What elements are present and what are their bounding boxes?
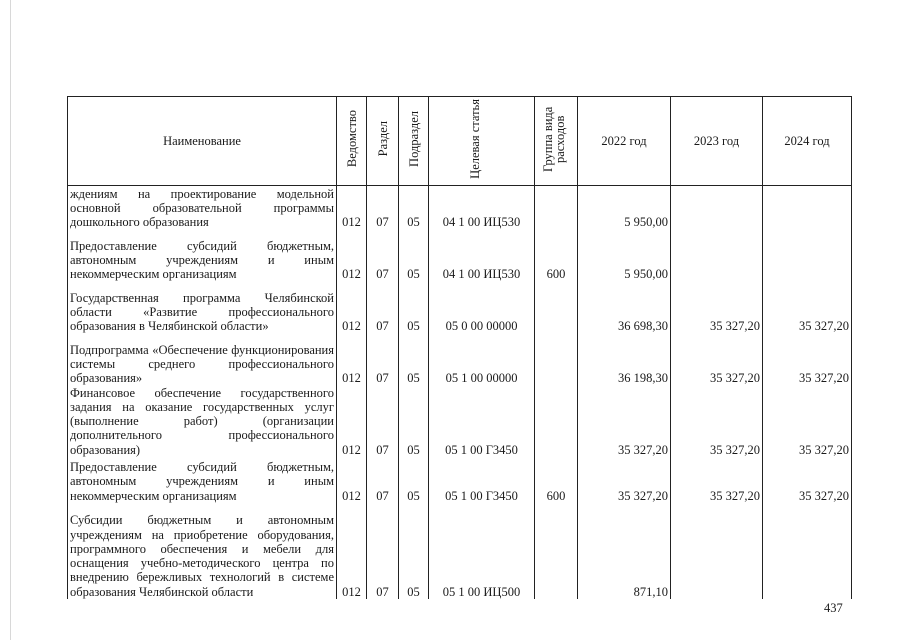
budget-table: [67, 96, 852, 599]
budget-table-container: [67, 96, 851, 599]
row-razdel: 07: [367, 334, 399, 386]
row-vid-rashodov: [535, 503, 578, 599]
row-vedomstvo: 012: [337, 334, 367, 386]
row-vedomstvo: 012: [337, 230, 367, 282]
row-2022: 871,10: [578, 503, 671, 599]
table-row: [68, 282, 852, 334]
row-2023: 35 327,20: [671, 457, 763, 503]
header-2023: 2023 год: [671, 97, 763, 186]
page-number: 437: [824, 601, 843, 615]
row-2024: [763, 503, 852, 599]
table-row: [68, 186, 852, 230]
row-2024: 35 327,20: [763, 457, 852, 503]
header-podrazdel: Подраздел: [399, 97, 429, 186]
row-celevaya-statya: 05 1 00 ИЦ500: [429, 503, 535, 599]
table-header-row: [68, 97, 852, 186]
row-2022: 36 198,30: [578, 334, 671, 386]
row-celevaya-statya: 05 0 00 00000: [429, 282, 535, 334]
row-podrazdel: 05: [399, 503, 429, 599]
row-podrazdel: 05: [399, 230, 429, 282]
row-name: Субсидии бюджетным и автономным учреждениям на приобретение оборудования, программного обеспечения и мебели для оснащения учебно-методического центра по внедрению бережливых технологий в системе образования Челябинской области: [68, 503, 337, 599]
row-vid-rashodov: 600: [535, 457, 578, 503]
row-2024: 35 327,20: [763, 386, 852, 457]
row-2022: 35 327,20: [578, 457, 671, 503]
row-vedomstvo: 012: [337, 282, 367, 334]
header-vedomstvo: Ведомство: [337, 97, 367, 186]
table-row: [68, 230, 852, 282]
row-name: Предоставление субсидий бюджетным, автономным учреждениям и иным некоммерческим организациям: [68, 457, 337, 503]
row-name: Подпрограмма «Обеспечение функционирования системы среднего профессионального образования»: [68, 334, 337, 386]
row-2024: [763, 186, 852, 230]
row-razdel: 07: [367, 282, 399, 334]
row-vedomstvo: 012: [337, 186, 367, 230]
header-name: Наименование: [68, 97, 337, 186]
row-vid-rashodov: [535, 334, 578, 386]
header-2024: 2024 год: [763, 97, 852, 186]
row-2023: [671, 186, 763, 230]
row-name: Предоставление субсидий бюджетным, автономным учреждениям и иным некоммерческим организациям: [68, 230, 337, 282]
row-2022: 36 698,30: [578, 282, 671, 334]
table-row: [68, 334, 852, 386]
row-name: Государственная программа Челябинской области «Развитие профессионального образования в Челябинской области»: [68, 282, 337, 334]
row-podrazdel: 05: [399, 386, 429, 457]
row-vid-rashodov: [535, 186, 578, 230]
row-vedomstvo: 012: [337, 457, 367, 503]
row-vid-rashodov: [535, 282, 578, 334]
header-razdel: Раздел: [367, 97, 399, 186]
row-2024: 35 327,20: [763, 282, 852, 334]
row-podrazdel: 05: [399, 186, 429, 230]
row-celevaya-statya: 04 1 00 ИЦ530: [429, 186, 535, 230]
row-2023: [671, 503, 763, 599]
row-celevaya-statya: 05 1 00 Г3450: [429, 457, 535, 503]
row-podrazdel: 05: [399, 334, 429, 386]
row-2024: 35 327,20: [763, 334, 852, 386]
row-2024: [763, 230, 852, 282]
row-2022: 35 327,20: [578, 386, 671, 457]
row-celevaya-statya: 05 1 00 Г3450: [429, 386, 535, 457]
row-2022: 5 950,00: [578, 186, 671, 230]
header-2022: 2022 год: [578, 97, 671, 186]
row-razdel: 07: [367, 186, 399, 230]
row-vedomstvo: 012: [337, 503, 367, 599]
row-2022: 5 950,00: [578, 230, 671, 282]
row-2023: 35 327,20: [671, 334, 763, 386]
row-celevaya-statya: 05 1 00 00000: [429, 334, 535, 386]
row-celevaya-statya: 04 1 00 ИЦ530: [429, 230, 535, 282]
row-name: ждениям на проектирование модельной основной образовательной программы дошкольного образования: [68, 186, 337, 230]
row-2023: 35 327,20: [671, 282, 763, 334]
row-razdel: 07: [367, 457, 399, 503]
row-2023: [671, 230, 763, 282]
page-edge-line: [10, 0, 11, 640]
header-celevaya-statya: Целевая статья: [429, 97, 535, 186]
row-razdel: 07: [367, 230, 399, 282]
row-podrazdel: 05: [399, 282, 429, 334]
row-razdel: 07: [367, 503, 399, 599]
row-vid-rashodov: 600: [535, 230, 578, 282]
row-2023: 35 327,20: [671, 386, 763, 457]
header-gruppa-vida-rashodov: Группа вида расходов: [535, 97, 578, 186]
table-row: [68, 386, 852, 457]
row-podrazdel: 05: [399, 457, 429, 503]
table-row: [68, 503, 852, 599]
table-row: [68, 457, 852, 503]
row-vedomstvo: 012: [337, 386, 367, 457]
row-razdel: 07: [367, 386, 399, 457]
row-vid-rashodov: [535, 386, 578, 457]
row-name: Финансовое обеспечение государственного задания на оказание государственных услуг (выполнение работ) (организации дополнительного профессионального образования): [68, 386, 337, 457]
